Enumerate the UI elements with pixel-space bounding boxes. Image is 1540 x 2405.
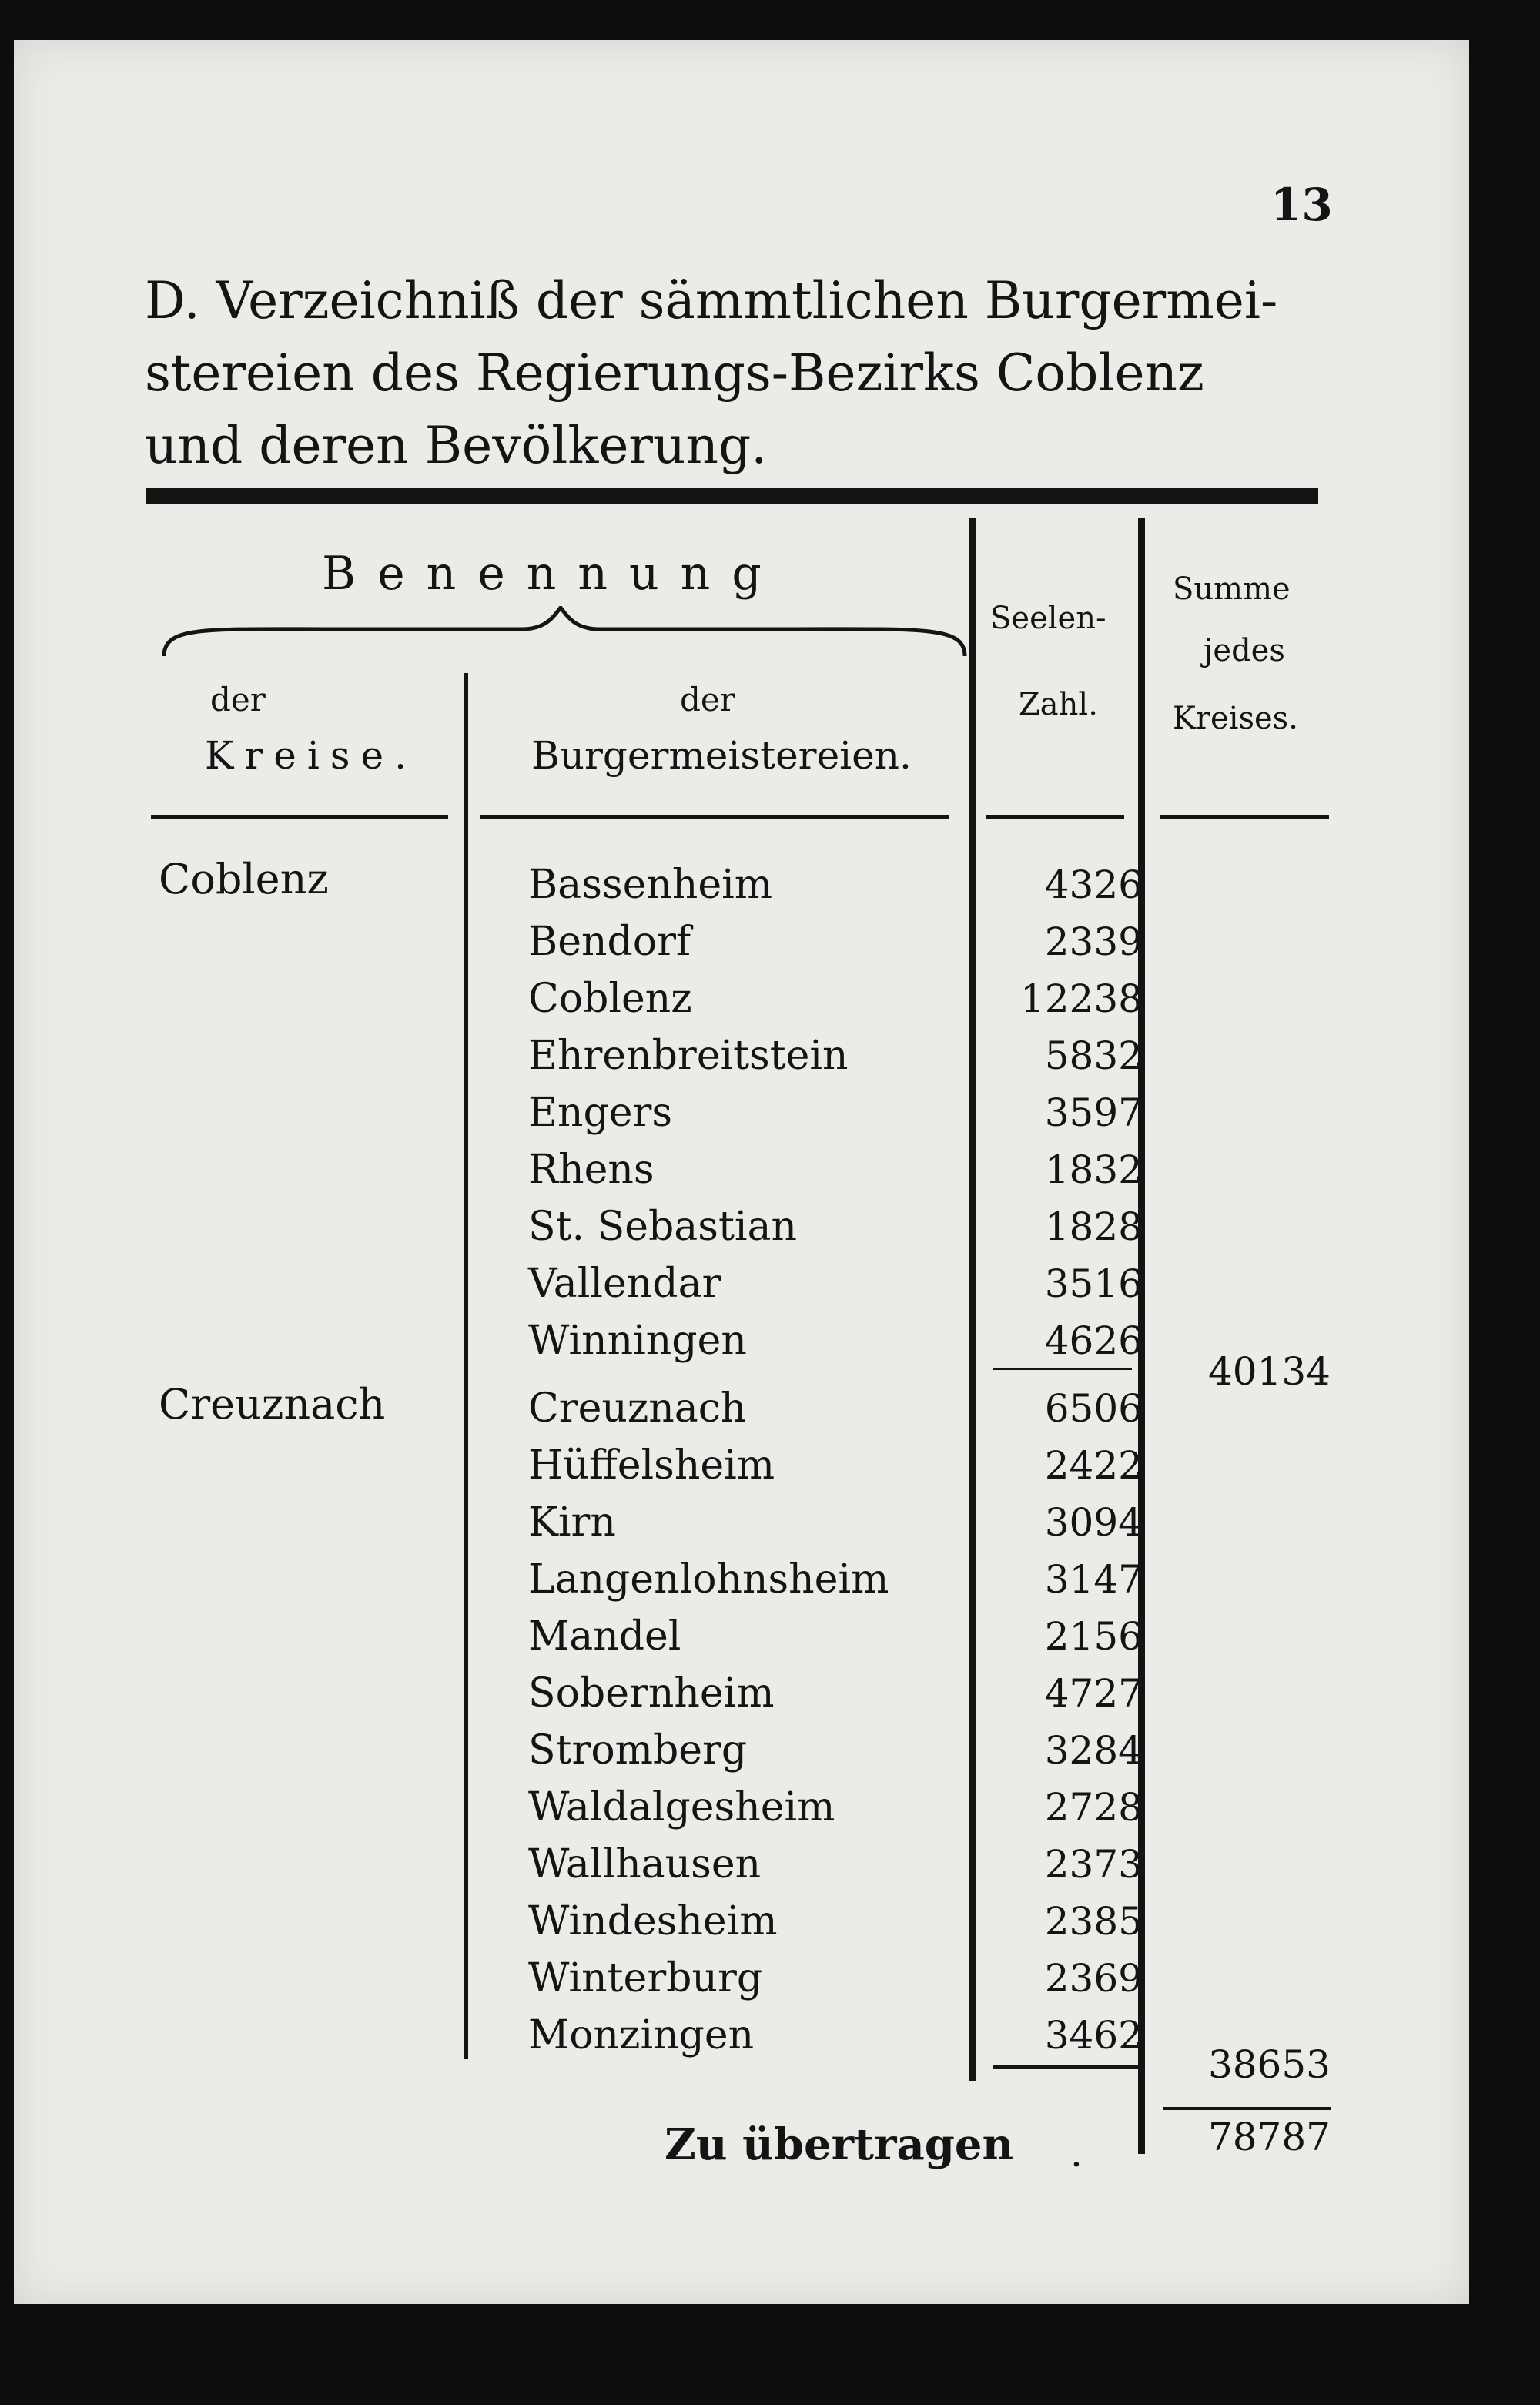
- leader-dot: .: [1070, 2131, 1083, 2176]
- subtotal-rule-coblenz: [993, 1368, 1132, 1370]
- table-row-value: 2156: [1044, 1614, 1143, 1659]
- table-row-name: Engers: [528, 1090, 673, 1136]
- kreis-summe: 40134: [1207, 1349, 1331, 1394]
- page-title: [145, 265, 1346, 482]
- table-row-value: 2369: [1044, 1956, 1143, 2001]
- table-row-value: 3597: [1044, 1090, 1143, 1135]
- table-row-value: 3147: [1044, 1557, 1143, 1602]
- table-row-value: 1832: [1044, 1147, 1143, 1192]
- header-summe: Summe: [1173, 571, 1291, 607]
- table-row-value: 3516: [1044, 1261, 1143, 1306]
- table-row-name: Creuznach: [528, 1385, 747, 1432]
- table-row-value: 1828: [1044, 1204, 1143, 1249]
- table-row-name: Rhens: [528, 1147, 654, 1193]
- table-row-value: 4626: [1044, 1318, 1143, 1363]
- table-row-value: 12238: [1019, 976, 1143, 1021]
- table-row-value: 6506: [1044, 1386, 1143, 1431]
- table-row-name: Bassenheim: [528, 862, 773, 908]
- table-row-name: Winningen: [528, 1318, 747, 1364]
- table-row-name: Hüffelsheim: [528, 1442, 775, 1489]
- table-row-name: Bendorf: [528, 919, 691, 965]
- table-row-name: Windesheim: [528, 1898, 778, 1944]
- table-row-name: Waldalgesheim: [528, 1784, 835, 1831]
- header-zahl: Zahl.: [1019, 687, 1098, 722]
- book-page: [14, 40, 1469, 2304]
- header-rule-seelen: [986, 815, 1124, 819]
- header-seelen: Seelen-: [990, 601, 1106, 636]
- table-row-name: Vallendar: [528, 1261, 721, 1307]
- table-row-name: Ehrenbreitstein: [528, 1033, 849, 1079]
- table-row-name: Monzingen: [528, 2012, 755, 2058]
- table-row-name: Sobernheim: [528, 1670, 775, 1717]
- title-line-2: stereien des Regierungs-Bezirks Coblenz: [145, 343, 1204, 403]
- table-row-value: 2422: [1044, 1443, 1143, 1488]
- table-row-value: 4727: [1044, 1671, 1143, 1716]
- table-row-value: 3462: [1044, 2013, 1143, 2058]
- header-jedes: jedes: [1204, 633, 1285, 668]
- table-row-name: Langenlohnsheim: [528, 1556, 889, 1603]
- table-row-value: 2373: [1044, 1842, 1143, 1887]
- table-row-value: 2385: [1044, 1899, 1143, 1944]
- table-row-value: 3284: [1044, 1728, 1143, 1773]
- table-row-value: 4326: [1044, 863, 1143, 907]
- header-der-burg: der: [680, 681, 735, 718]
- subtotal-rule-creuznach: [993, 2065, 1140, 2069]
- divider-kreise: [464, 673, 468, 2059]
- header-burgermeistereien: Burgermeistereien.: [531, 733, 912, 778]
- header-benennung: Benennung: [322, 547, 783, 601]
- header-der-kreise: der: [210, 681, 266, 718]
- title-line-3: und deren Bevölkerung.: [145, 416, 768, 475]
- table-row-name: Mandel: [528, 1613, 681, 1660]
- header-rule-summe: [1160, 815, 1329, 819]
- table-row-name: Stromberg: [528, 1727, 748, 1774]
- table-row-name: Wallhausen: [528, 1841, 762, 1887]
- brace-path: [164, 608, 965, 656]
- table-row-value: 5832: [1044, 1033, 1143, 1078]
- table-row-name: Coblenz: [528, 976, 692, 1022]
- table-row-value: 2728: [1044, 1785, 1143, 1830]
- table-row-value: 3094: [1044, 1500, 1143, 1545]
- table-row-value: 2339: [1044, 919, 1143, 964]
- uebertragen-total: 78787: [1207, 2115, 1331, 2159]
- header-kreise: Kreise.: [205, 733, 417, 778]
- table-row-name: Kirn: [528, 1499, 616, 1546]
- table-top-rule: [146, 488, 1318, 504]
- table-row-name: Winterburg: [528, 1955, 763, 2001]
- header-kreises: Kreises.: [1173, 701, 1298, 736]
- total-rule: [1163, 2107, 1331, 2110]
- header-brace: [160, 606, 969, 660]
- kreis-label: Creuznach: [159, 1380, 386, 1429]
- header-rule-burg: [480, 815, 949, 819]
- kreis-summe: 38653: [1207, 2042, 1331, 2087]
- page-number: 13: [1270, 179, 1333, 231]
- uebertragen-label: Zu übertragen: [665, 2119, 1014, 2170]
- table-row-name: St. Sebastian: [528, 1204, 797, 1250]
- header-rule-kreise: [151, 815, 448, 819]
- divider-seelen-left: [969, 518, 976, 2081]
- kreis-label: Coblenz: [159, 855, 329, 903]
- title-line-1: D. Verzeichniß der sämmtlichen Burgermei-: [145, 271, 1278, 330]
